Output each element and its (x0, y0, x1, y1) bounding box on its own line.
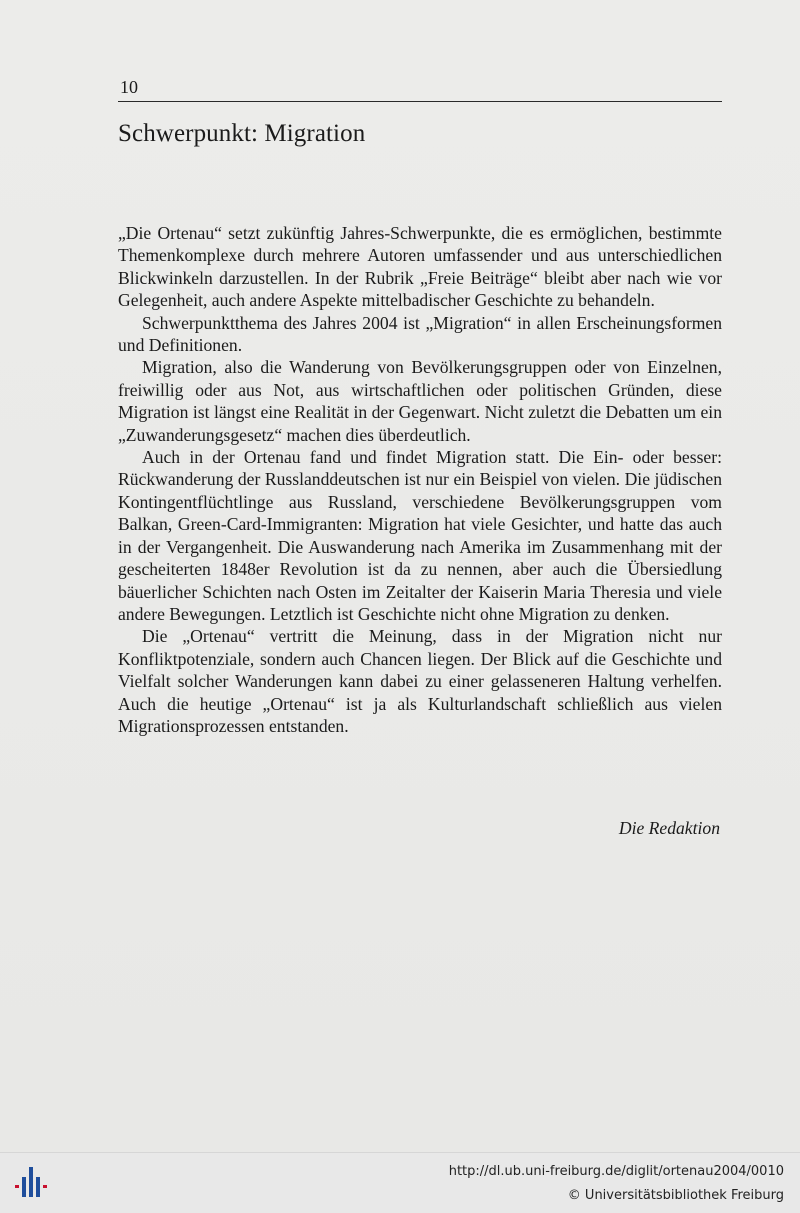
page-number: 10 (120, 77, 138, 97)
signature: Die Redaktion (618, 818, 720, 838)
paragraph-3: Migration, also die Wanderung von Bevölkerungsgruppen oder von Einzelnen, freiwillig oder aus Not, aus wirtschaftlichen oder politischen Gründen, diese Migration ist längst eine Realität in der Gegenwart. Nicht zuletzt die Debatten um ein „Zuwanderungsgesetz“ machen dies überdeutlich. (118, 357, 722, 445)
article-body (118, 222, 722, 737)
section-title: Schwerpunkt: Migration (118, 120, 366, 147)
paragraph-4: Auch in der Ortenau fand und findet Migration statt. Die Ein- oder besser: Rückwanderung der Russlanddeutschen ist nur ein Beispiel von vielen. Die jüdischen Kontingentflüchtlinge aus Russland, verschiedene Bevölkerungsgruppen vom Balkan, Green-Card-Immigranten: Migration hat viele Gesichter, und hatte das auch in der Vergangenheit. Die Auswanderung nach Amerika im Zusammenhang mit der gescheiterten 1848er Revolution ist da zu nennen, aber auch die Übersiedlung bäuerlicher Schichten nach Osten im Zeitalter der Kaiserin Maria Theresia und viele andere Bewegungen. Letztlich ist Geschichte nicht ohne Migration zu denken. (118, 447, 722, 624)
paragraph-5: Die „Ortenau“ vertritt die Meinung, dass in der Migration nicht nur Konfliktpotenziale, sondern auch Chancen liegen. Der Blick auf die Geschichte und Vielfalt solcher Wanderungen kann dabei zu einer gelasseneren Haltung verhelfen. Auch die heutige „Ortenau“ ist ja als Kulturlandschaft schließlich aus vielen Migrationsprozessen entstanden. (118, 626, 722, 736)
paragraph-1: „Die Ortenau“ setzt zukünftig Jahres-Schwerpunkte, die es ermöglichen, bestimmte Themenkomplexe durch mehrere Autoren umfassender und aus unterschiedlichen Blickwinkeln darzustellen. In der Rubrik „Freie Beiträge“ bleibt aber nach wie vor Gelegenheit, auch andere Aspekte mittelbadischer Geschichte zu behandeln. (118, 223, 722, 311)
library-footer (0, 1152, 800, 1213)
paragraph-2: Schwerpunktthema des Jahres 2004 ist „Migration“ in allen Erscheinungsformen und Definitionen. (118, 312, 722, 356)
copyright-notice: © Universitätsbibliothek Freiburg (567, 1188, 784, 1203)
header-rule (118, 101, 722, 102)
ub-freiburg-logo-icon (10, 1163, 54, 1203)
source-url-link[interactable]: http://dl.ub.uni-freiburg.de/diglit/ortenau2004/0010 (448, 1164, 784, 1179)
